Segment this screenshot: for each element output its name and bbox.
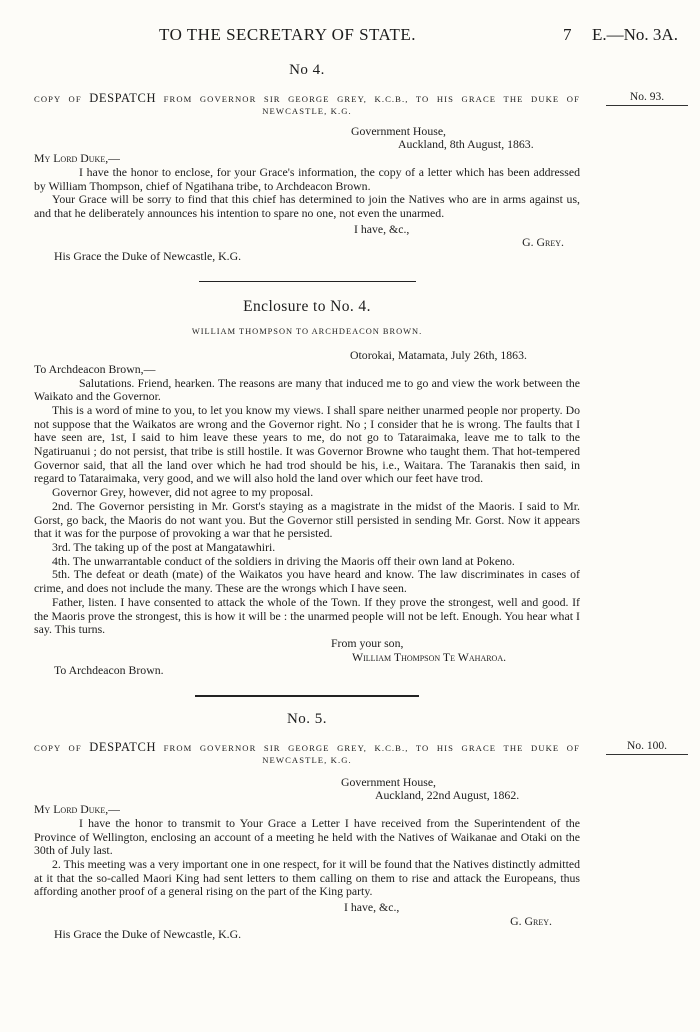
paragraph: I have the honor to enclose, for your Grace's information, the copy of a letter which has been addressed by William Thompson, chief of Ngatihana tribe, to Archdeacon Brown. [34, 164, 580, 193]
enclosure-title: Enclosure to No. 4. [243, 297, 371, 315]
addressee: To Archdeacon Brown. [54, 663, 164, 678]
section-divider [199, 281, 416, 282]
paragraph: 4th. The unwarrantable conduct of the soldiers in driving the Maoris off their own land at Pokeno. [52, 553, 515, 568]
place-date: Auckland, 8th August, 1863. [398, 137, 534, 152]
closing: I have, &c., [354, 221, 410, 236]
closing: From your son, [331, 635, 404, 650]
section-divider [195, 695, 419, 697]
closing: I have, &c., [344, 900, 400, 915]
signature: G. Grey. [522, 235, 564, 250]
document-code: E.—No. 3A. [592, 25, 678, 44]
running-head-title: TO THE SECRETARY OF STATE. [159, 25, 416, 44]
paragraph: 3rd. The taking up of the post at Mangatawhiri. [52, 539, 276, 554]
salutation: My Lord Duke,— [34, 151, 120, 166]
paragraph: Salutations. Friend, hearken. The reasons are many that induced me to go and view the work between the Waikato and the Governor. [34, 375, 580, 404]
despatch-caption-line2: NEWCASTLE, K.G. [262, 754, 352, 765]
paragraph: Father, listen. I have consented to attack the whole of the Town. If they prove the strongest, well and good. If the Maoris prove the strongest, this is how it will be : the unarmed people will not be left. Enough. You hear what I say. This turns. [34, 594, 580, 637]
paragraph: Your Grace will be sorry to find that this chief has determined to join the Natives who are in arms against us, and that he deliberately announces his intention to spare no one, not even the unarmed. [34, 192, 580, 220]
addressee: His Grace the Duke of Newcastle, K.G. [54, 927, 242, 942]
despatch-caption-line1: COPY OF DESPATCH FROM GOVERNOR SIR GEORGE GREY, K.C.B., TO HIS GRACE THE DUKE OF [34, 90, 580, 105]
government-house: Government House, [351, 123, 447, 138]
place-date: Auckland, 22nd August, 1862. [375, 788, 520, 803]
salutation: To Archdeacon Brown,— [34, 361, 156, 376]
enclosure-subtitle: WILLIAM THOMPSON TO ARCHDEACON BROWN. [191, 327, 423, 337]
page-number: 7 [563, 25, 572, 44]
despatch-caption [34, 739, 667, 766]
margin-reference: No. 100. [606, 740, 688, 755]
paragraph: 2nd. The Governor persisting in Mr. Gorst's staying as a magistrate in the midst of the Maoris. I said to Mr. Gorst, go back, the Maoris do not want you. But the Governor still persisted in sending Mr. Gorst. Now it appears that it was for the purpose of provoking a war that he persisted. [34, 498, 580, 541]
despatch-caption [34, 90, 665, 117]
place-date: Otorokai, Matamata, July 26th, 1863. [350, 348, 527, 363]
addressee: His Grace the Duke of Newcastle, K.G. [54, 249, 242, 264]
paragraph: This is a word of mine to you, to let you know my views. I shall spare neither unarmed people nor property. Do not suppose that the Waikatos are wrong and the Governor right. No ; I consider that he is wrong. The faults that I have seen are, 1st, I said to him leave these years to me, do not go to Tataraimaka, leave me to talk to the Ngatiruanui ; do not persist, that tribe is still hostile. It was Governor Browne who taught them. That hot-tempered Governor said, that all the land over which he had trod should be his, i.e., Waitara. The Taranakis then said, in regard to Tataraimaka, very good, and we will also hold the land over which our feet have trod. [34, 402, 580, 486]
signature: G. Grey. [510, 913, 552, 928]
despatch-number: No 4. [289, 62, 325, 78]
margin-reference: No. 93. [606, 91, 688, 106]
despatch-caption-line1: COPY OF DESPATCH FROM GOVERNOR SIR GEORGE GREY, K.C.B., TO HIS GRACE THE DUKE OF [34, 739, 580, 754]
despatch-number: No. 5. [286, 711, 328, 728]
salutation: My Lord Duke,— [34, 802, 120, 817]
signature: William Thompson Te Waharoa. [352, 649, 507, 664]
paragraph: Governor Grey, however, did not agree to my proposal. [52, 485, 314, 500]
despatch-caption-line2: NEWCASTLE, K.G. [262, 105, 352, 116]
government-house: Government House, [341, 774, 437, 789]
paragraph: 5th. The defeat or death (mate) of the Waikatos you have heard and know. The law discriminates in cases of crime, and does not include the many. These are the wrongs which I have seen. [34, 567, 580, 596]
paragraph: I have the honor to transmit to Your Grace a Letter I have received from the Superintendent of the Province of Wellington, enclosing an account of a meeting he held with the Natives of Waikanae and Otaki on the 30th of July last. [34, 815, 580, 858]
paragraph: 2. This meeting was a very important one in one respect, for it will be found that the Natives distinctly admitted at it that the so-called Maori King had sent letters to them calling on them to rise and attack the Europeans, thus affording another proof of a general rising on the part of the King party. [34, 856, 580, 899]
running-head [34, 25, 678, 54]
